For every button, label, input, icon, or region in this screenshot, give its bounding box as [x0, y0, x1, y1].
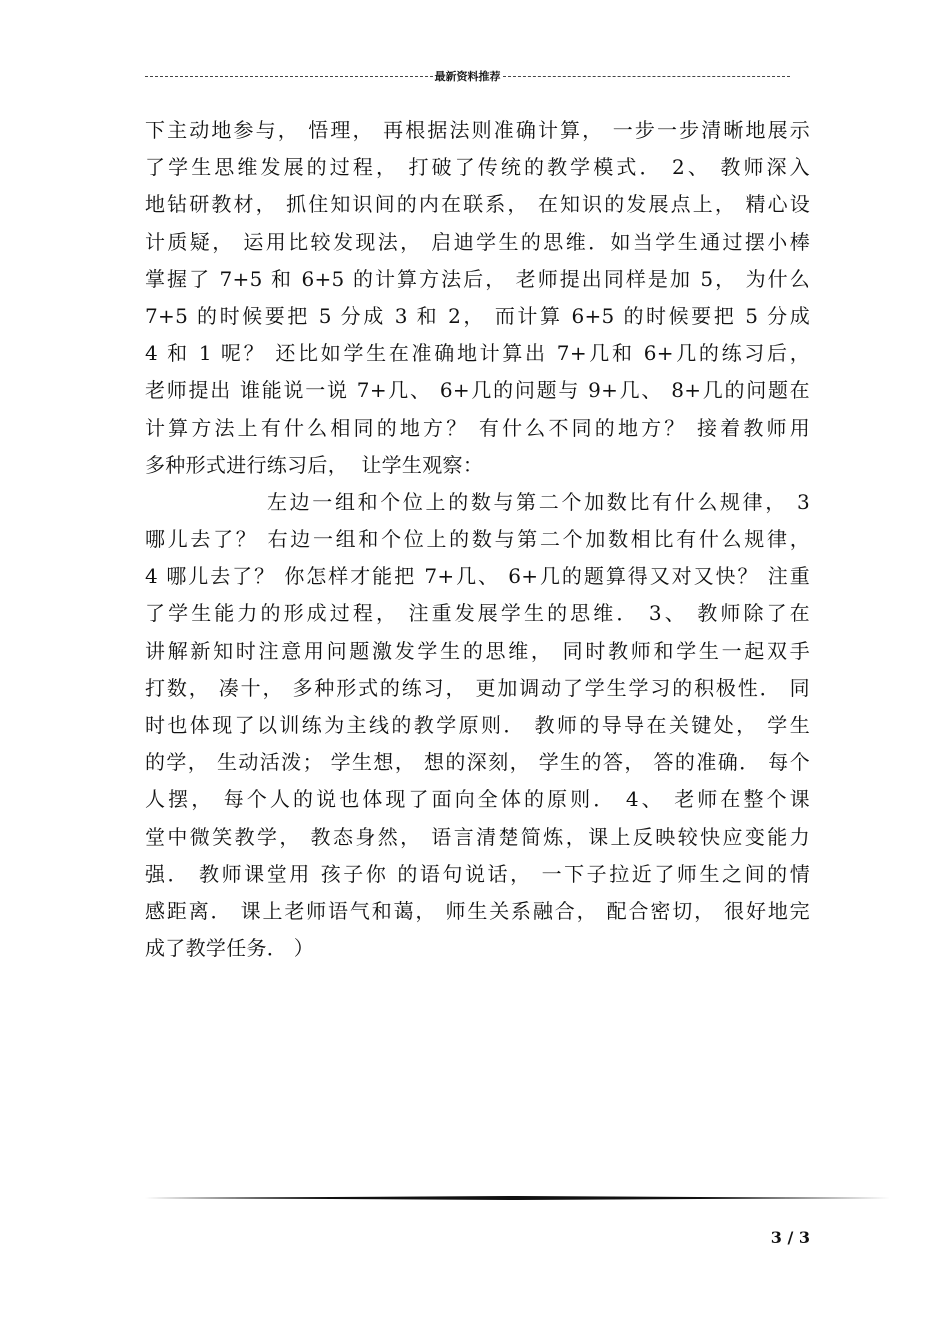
footer-rule-graphic: [145, 1196, 890, 1200]
text-line: 讲解新知时注意用问题激发学生的思维， 同时教师和学生一起双手: [145, 638, 810, 663]
header-title: 最新资料推荐: [434, 70, 501, 83]
text-line: 4 和 1 呢？ 还比如学生在准确地计算出 7+几和 6+几的练习后，: [145, 341, 810, 366]
text-line: 计质疑， 运用比较发现法， 启迪学生的思维．如当学生通过摆小棒: [145, 229, 810, 254]
text-line: 7+5 的时候要把 5 分成 3 和 2， 而计算 6+5 的时候要把 5 分成: [145, 303, 810, 328]
page-number: 3 / 3: [770, 1228, 810, 1247]
text-line: 强． 教师课堂用 孩子你 的语句说话， 一下子拉近了师生之间的情: [145, 861, 810, 886]
text-line: 感距离． 课上老师语气和蔼， 师生关系融合， 配合密切， 很好地完: [145, 898, 810, 923]
text-line: 成了教学任务． ）: [145, 936, 315, 961]
header-dashed-rule-right: [503, 76, 791, 77]
header-dashed-rule-left: [145, 76, 433, 77]
text-line: 的学， 生动活泼； 学生想， 想的深刻， 学生的答， 答的准确． 每个: [145, 750, 810, 775]
text-line: 多种形式进行练习后， 让学生观察：: [145, 452, 484, 477]
text-line: 4 哪儿去了？ 你怎样才能把 7+几、 6+几的题算得又对又快？ 注重: [145, 564, 810, 589]
text-line: 掌握了 7+5 和 6+5 的计算方法后， 老师提出同样是加 5， 为什么: [145, 266, 810, 291]
text-line: 堂中微笑教学， 教态身然， 语言清楚简炼，课上反映较快应变能力: [145, 824, 810, 849]
text-line: 人摆， 每个人的说也体现了面向全体的原则． 4、 老师在整个课: [145, 787, 810, 812]
text-line: 哪儿去了？ 右边一组和个位上的数与第二个加数相比有什么规律，: [145, 527, 810, 552]
text-line: 打数， 凑十， 多种形式的练习， 更加调动了学生学习的积极性． 同: [145, 675, 810, 700]
text-line: 时也体现了以训练为主线的教学原则． 教师的导导在关键处， 学生: [145, 713, 810, 737]
text-line: 地钻研教材， 抓住知识间的内在联系， 在知识的发展点上， 精心设: [145, 192, 810, 217]
page-header: [145, 66, 790, 86]
text-line: 计算方法上有什么相同的地方？ 有什么不同的地方？ 接着教师用: [145, 415, 810, 440]
document-body: [145, 112, 810, 967]
text-line: 了学生思维发展的过程， 打破了传统的教学模式． 2、 教师深入: [145, 155, 810, 180]
text-line-indented: 左边一组和个位上的数与第二个加数比有什么规律， 3: [267, 489, 810, 514]
text-line: 老师提出 谁能说一说 7+几、 6+几的问题与 9+几、 8+几的问题在: [145, 378, 810, 403]
text-line: 了学生能力的形成过程， 注重发展学生的思维． 3、 教师除了在: [145, 601, 810, 626]
footer-rule: [145, 1196, 890, 1200]
text-line: 下主动地参与， 悟理， 再根据法则准确计算， 一步一步清晰地展示: [145, 118, 810, 142]
